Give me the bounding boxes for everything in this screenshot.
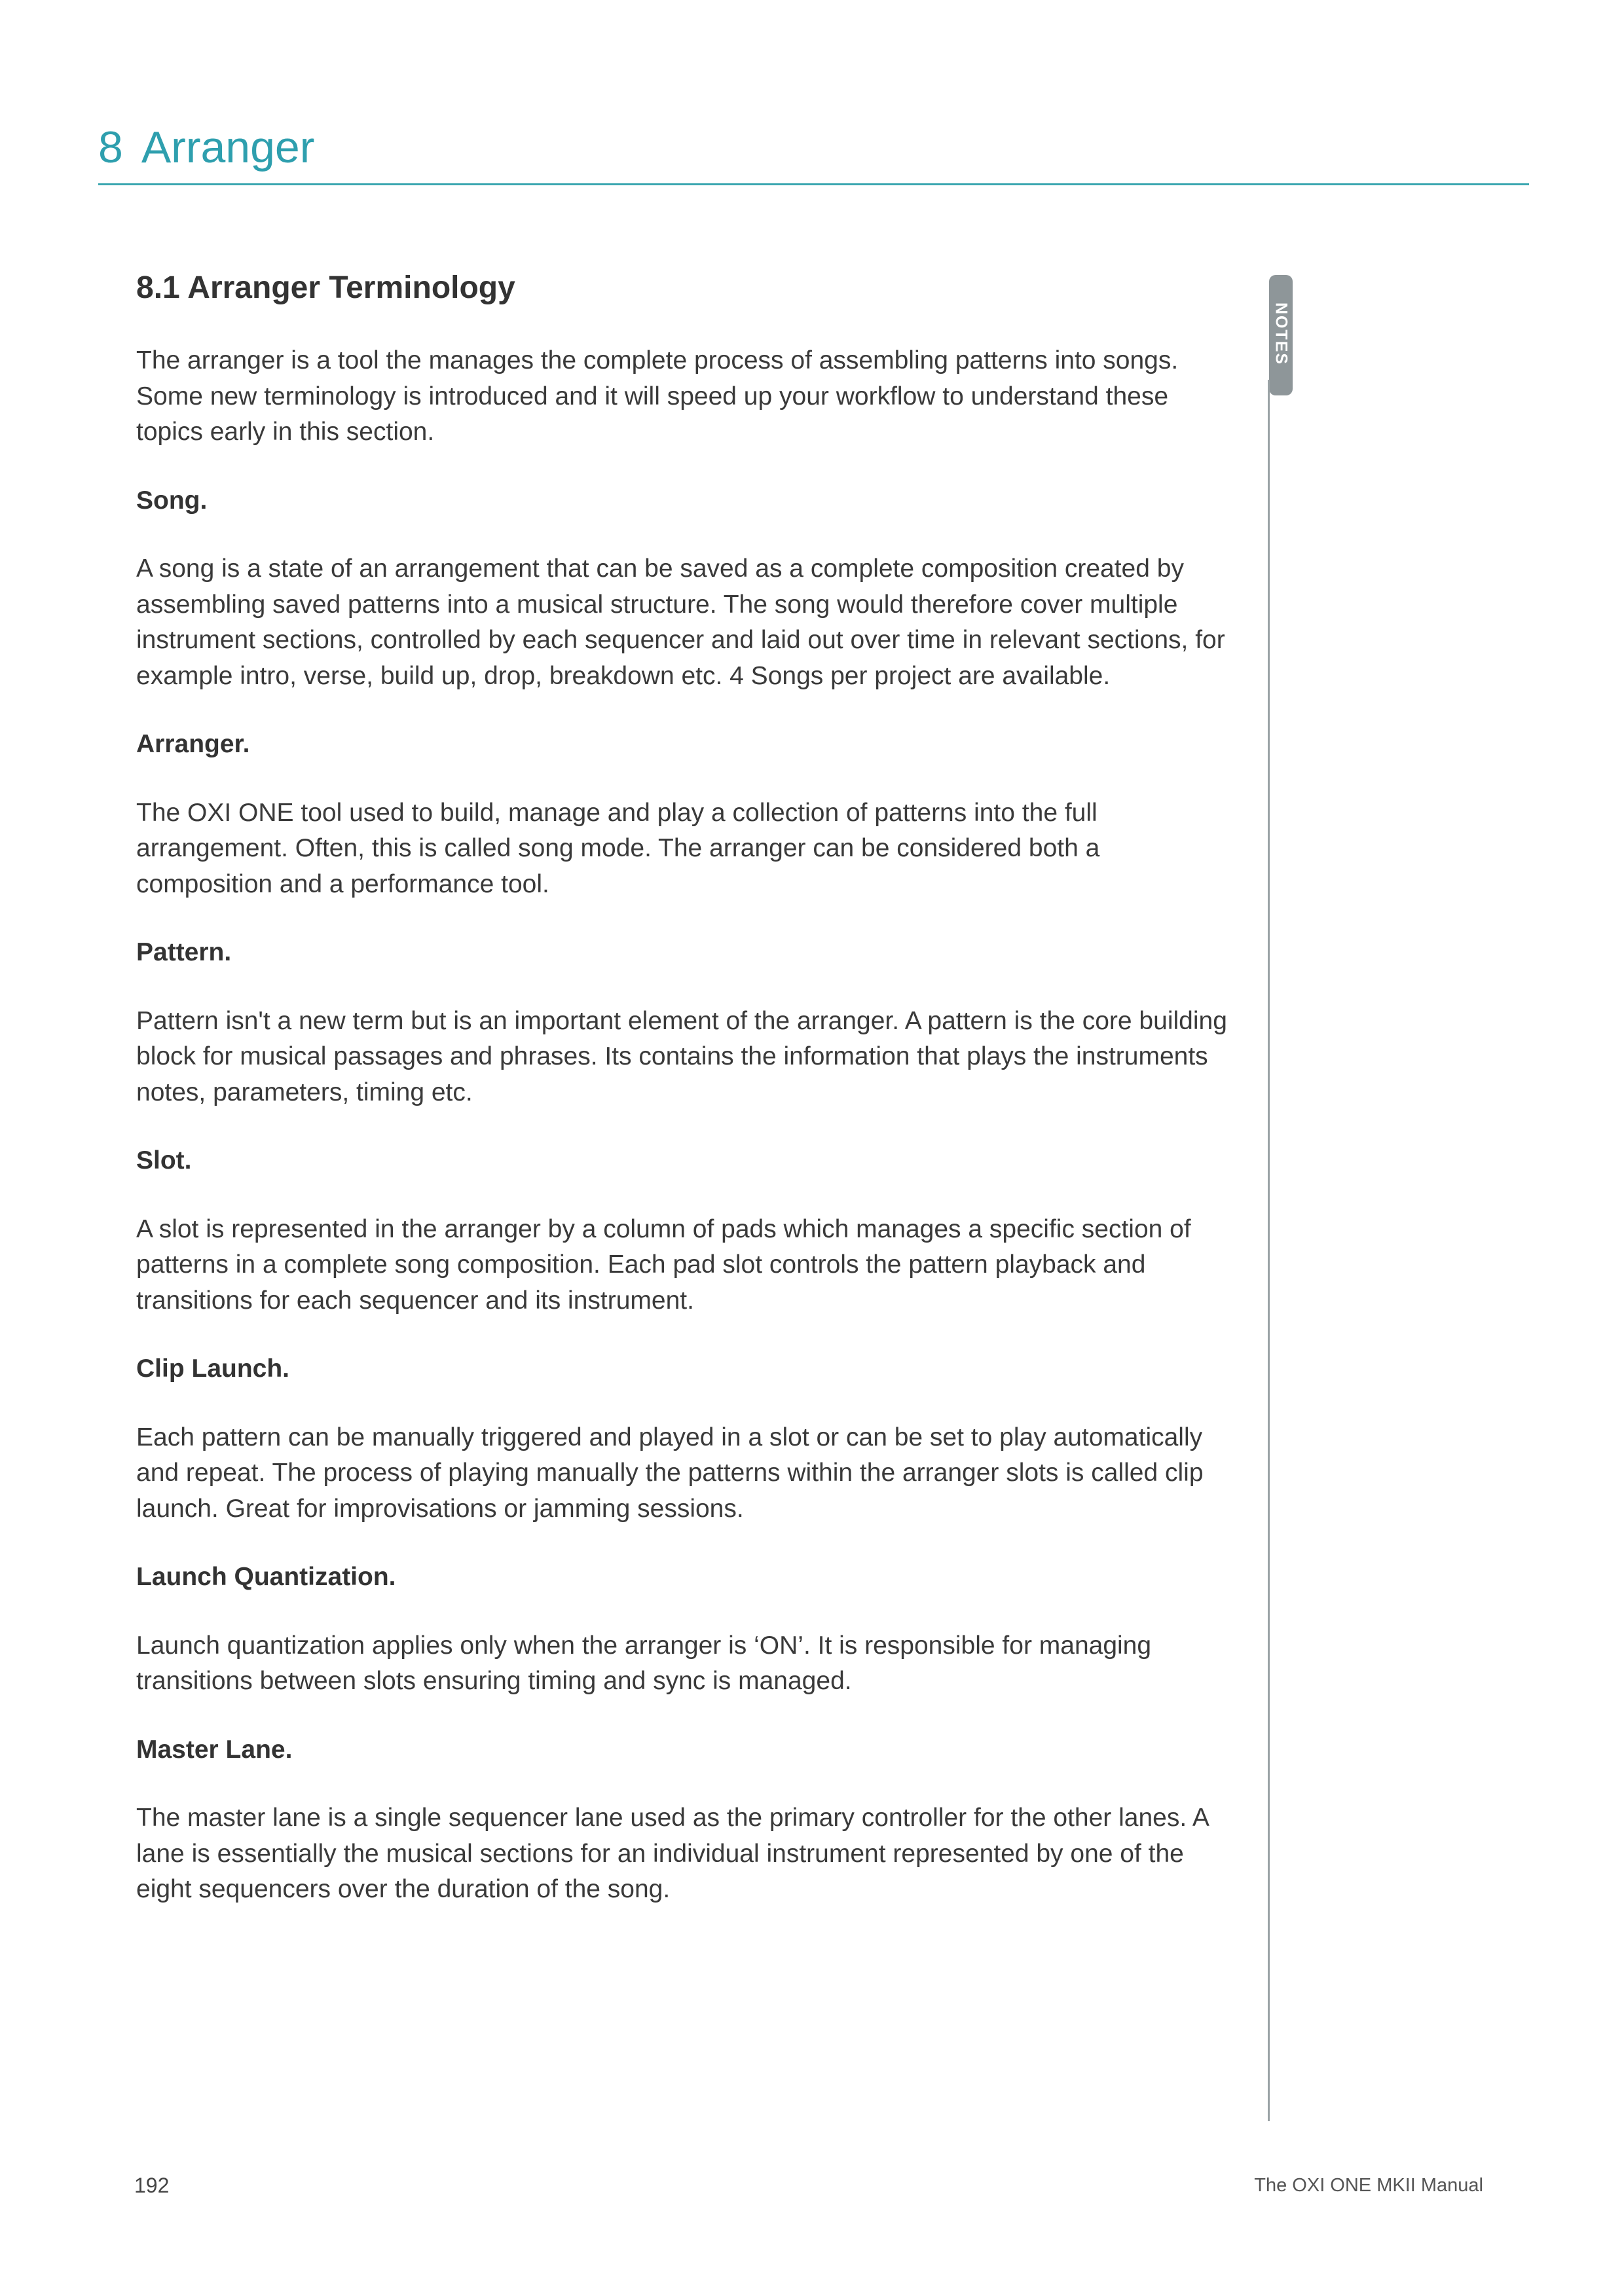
main-content [136,262,1236,1941]
definition-pattern: Pattern isn't a new term but is an important element of the arranger. A pattern is the core building block for musical passages and phrases. Its contains the information that plays the instruments notes, parameters, timing etc. [136,1006,1227,1106]
term-arranger: Arranger. [136,730,250,758]
term-pattern: Pattern. [136,938,232,966]
notes-label: NOTES [1272,302,1291,366]
chapter-title [98,118,314,177]
term-clip-launch: Clip Launch. [136,1355,289,1383]
notes-margin-line [1268,380,1270,2121]
chapter-title-text: Arranger [141,122,315,172]
chapter-number: 8 [98,122,123,172]
section-title: 8.1 Arranger Terminology [136,270,515,305]
manual-title: The OXI ONE MKII Manual [1254,2175,1483,2196]
definition-arranger: The OXI ONE tool used to build, manage and play a collection of patterns into the full arrangement. Often, this is called song mode. The arranger can be considered both a composition and a performance tool. [136,798,1100,898]
definition-song: A song is a state of an arrangement that can be saved as a complete composition created by assembling saved patterns into a musical structure. The song would therefore cover multiple instrument sections, controlled by each sequencer and laid out over time in relevant sections, for example intro, verse, build up, drop, breakdown etc. 4 Songs per project are available. [136,555,1225,690]
definition-slot: A slot is represented in the arranger by a column of pads which manages a specific section of patterns in a complete song composition. Each pad slot controls the pattern playback and transitions for each sequencer and its instrument. [136,1214,1191,1315]
section-intro: The arranger is a tool the manages the complete process of assembling patterns into songs. Some new terminology is introduced and it will speed up your workflow to understand these topics early in this section. [136,346,1179,446]
definition-master-lane: The master lane is a single sequencer lane used as the primary controller for the other lanes. A lane is essentially the musical sections for an individual instrument represented by one of the eight sequencers over the duration of the song. [136,1804,1208,1903]
chapter-header [98,118,1529,185]
term-song: Song. [136,486,208,515]
term-slot: Slot. [136,1146,192,1175]
term-launch-quantization: Launch Quantization. [136,1563,396,1591]
definition-launch-quantization: Launch quantization applies only when the arranger is ‘ON’. It is responsible for managing transitions between slots ensuring timing and sync is managed. [136,1631,1152,1695]
term-master-lane: Master Lane. [136,1735,293,1764]
page-number: 192 [134,2174,170,2197]
definition-clip-launch: Each pattern can be manually triggered and played in a slot or can be set to play automatically and repeat. The process of playing manually the patterns within the arranger slots is called clip launch. Great for improvisations or jamming sessions. [136,1423,1204,1523]
